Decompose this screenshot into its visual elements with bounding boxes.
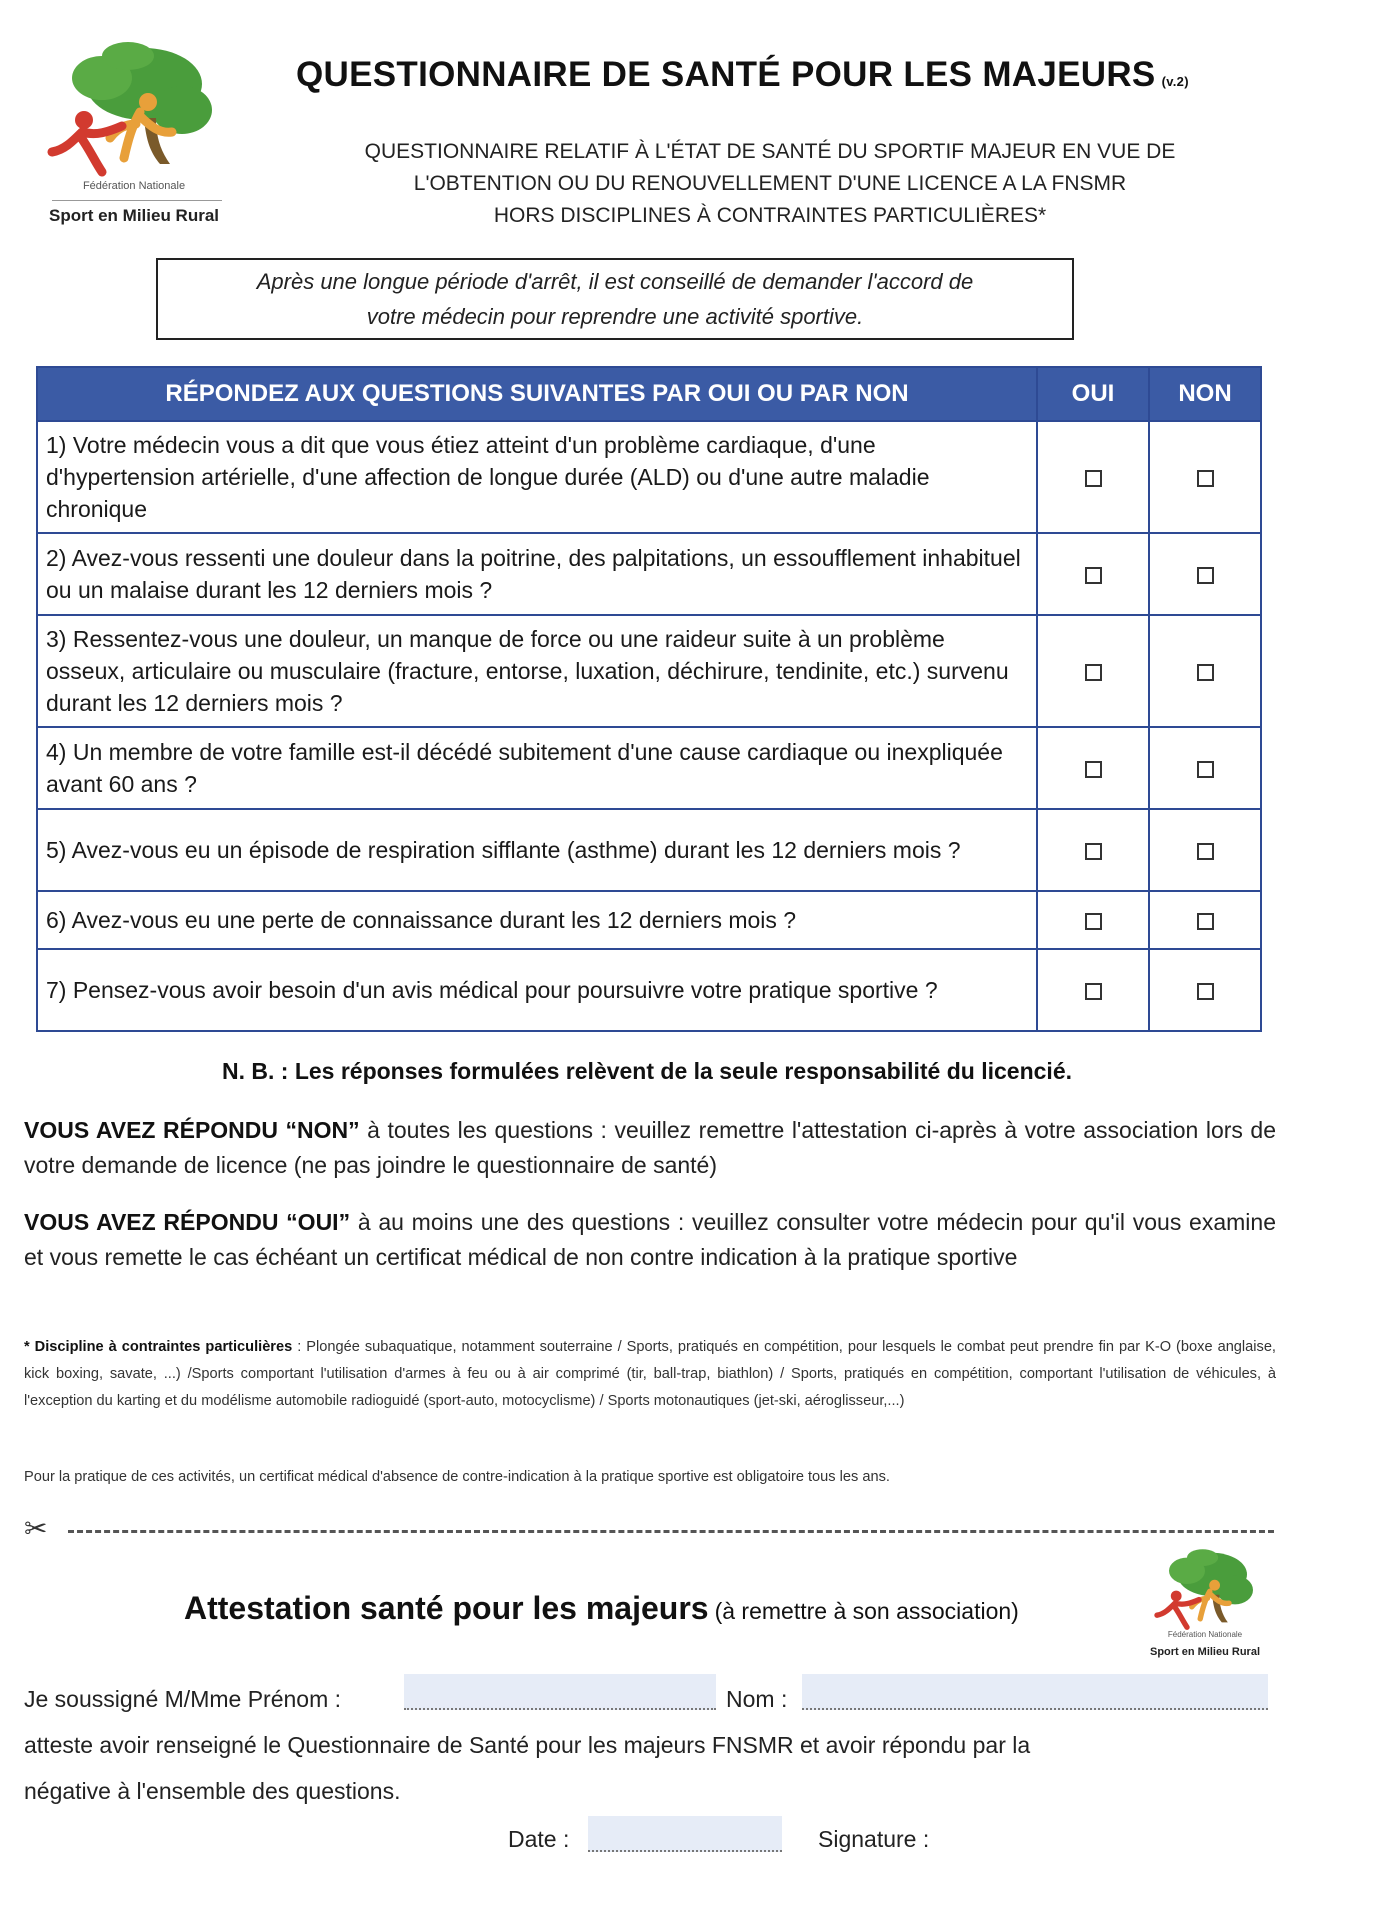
table-row	[37, 809, 1261, 891]
question-7-yes-checkbox[interactable]	[1085, 983, 1102, 1000]
fnsmr-logo	[24, 40, 244, 230]
question-2-yes-checkbox[interactable]	[1085, 567, 1102, 584]
page-title-text: QUESTIONNAIRE DE SANTÉ POUR LES MAJEURS	[296, 55, 1156, 94]
no-cell	[1149, 615, 1261, 727]
no-cell	[1149, 421, 1261, 533]
answer-non-lead: VOUS AVEZ RÉPONDU “NON”	[24, 1117, 360, 1143]
table-row	[37, 949, 1261, 1031]
question-text: 5) Avez-vous eu un épisode de respiration sifflante (asthme) durant les 12 derniers mois ?	[37, 809, 1037, 891]
question-3-yes-checkbox[interactable]	[1085, 664, 1102, 681]
question-6-yes-checkbox[interactable]	[1085, 913, 1102, 930]
attestation-body-line: négative à l'ensemble des questions.	[24, 1778, 401, 1804]
cut-line	[24, 1513, 1274, 1544]
page-title	[296, 55, 1256, 95]
table-header-row	[37, 367, 1261, 421]
certificate-footnote: Pour la pratique de ces activités, un certificat médical d'absence de contre-indication à la pratique sportive est obligatoire tous les ans.	[24, 1469, 890, 1485]
no-cell	[1149, 809, 1261, 891]
question-text: 6) Avez-vous eu une perte de connaissance durant les 12 derniers mois ?	[37, 891, 1037, 949]
table-row	[37, 727, 1261, 809]
questions-table	[36, 366, 1262, 1032]
scissors-icon: ✂	[24, 1513, 48, 1544]
subtitle-line: QUESTIONNAIRE RELATIF À L'ÉTAT DE SANTÉ DU SPORTIF MAJEUR EN VUE DE	[364, 140, 1176, 163]
nb-note: N. B. : Les réponses formulées relèvent de la seule responsabilité du licencié.	[221, 1058, 1073, 1084]
yes-cell	[1037, 891, 1149, 949]
dashed-divider	[68, 1530, 1274, 1533]
advice-box	[156, 258, 1074, 340]
logo-organization-name: Sport en Milieu Rural	[48, 206, 220, 225]
footnote-lead: * Discipline à contraintes particulières	[24, 1339, 293, 1355]
no-cell	[1149, 533, 1261, 615]
question-3-no-checkbox[interactable]	[1197, 664, 1214, 681]
table-row	[37, 533, 1261, 615]
yes-cell	[1037, 421, 1149, 533]
table-row	[37, 421, 1261, 533]
version-label: (v.2)	[1161, 74, 1189, 89]
logo-divider	[52, 200, 222, 201]
yes-cell	[1037, 809, 1149, 891]
question-1-no-checkbox[interactable]	[1197, 470, 1214, 487]
advice-line: votre médecin pour reprendre une activité sportive.	[366, 304, 864, 329]
table-row	[37, 615, 1261, 727]
no-cell	[1149, 949, 1261, 1031]
page-subtitle	[270, 136, 1270, 232]
question-4-yes-checkbox[interactable]	[1085, 761, 1102, 778]
question-4-no-checkbox[interactable]	[1197, 761, 1214, 778]
table-row	[37, 891, 1261, 949]
soussigne-label: Je soussigné M/Mme Prénom :	[24, 1686, 342, 1712]
yes-cell	[1037, 615, 1149, 727]
attestation-body-line: atteste avoir renseigné le Questionnaire de Santé pour les majeurs FNSMR et avoir répondu par la	[24, 1732, 1031, 1758]
question-6-no-checkbox[interactable]	[1197, 913, 1214, 930]
answer-non-text: à toutes les questions : veuillez remettre l'attestation ci-après à votre association lors de votre demande de licence (ne pas joindre le questionnaire de santé)	[24, 1117, 1276, 1178]
attestation-title-text: Attestation santé pour les majeurs	[184, 1590, 709, 1626]
signature-label: Signature :	[818, 1826, 930, 1852]
question-1-yes-checkbox[interactable]	[1085, 470, 1102, 487]
prenom-field[interactable]	[404, 1674, 716, 1710]
question-text: 3) Ressentez-vous une douleur, un manque de force ou une raideur suite à un problème osseux, articulaire ou musculaire (fracture, entorse, luxation, déchirure, tendinite, etc.) survenu durant les 12 derniers mois ?	[37, 615, 1037, 727]
logo-organization-name: Sport en Milieu Rural	[1149, 1646, 1260, 1658]
footnote-text: : Plongée subaquatique, notamment souterraine / Sports, pratiqués en compétition, pour lesquels le combat peut prendre fin par K-O (boxe anglaise, kick boxing, savate, ...) /Sports comportant l'utilisation d'armes à feu ou à air comprimé (tir, ball-trap, biathlon) / Sports, pratiqués en compétition, comportant l'utilisation de véhicules, à l'exception du karting et du modélisme automobile radioguidé (sport-auto, motocyclisme) / Sports motonautiques (jet-ski, aéroglisseur,...)	[24, 1339, 1276, 1409]
yes-cell	[1037, 533, 1149, 615]
nom-field[interactable]	[802, 1674, 1268, 1710]
question-5-no-checkbox[interactable]	[1197, 843, 1214, 860]
discipline-footnote	[24, 1334, 1276, 1415]
subtitle-line: L'OBTENTION OU DU RENOUVELLEMENT D'UNE LICENCE A LA FNSMR	[413, 172, 1127, 195]
question-text: 2) Avez-vous ressenti une douleur dans la poitrine, des palpitations, un essoufflement inhabituel ou un malaise durant les 12 derniers mois ?	[37, 533, 1037, 615]
question-text: 4) Un membre de votre famille est-il décédé subitement d'une cause cardiaque ou inexpliquée avant 60 ans ?	[37, 727, 1037, 809]
logo-federation-text: Fédération Nationale	[82, 180, 186, 192]
column-header-no: NON	[1149, 367, 1261, 421]
answer-non-paragraph	[24, 1113, 1276, 1183]
answer-oui-lead: VOUS AVEZ RÉPONDU “OUI”	[24, 1209, 351, 1235]
attestation-title-note: (à remettre à son association)	[714, 1598, 1019, 1624]
answer-oui-paragraph	[24, 1205, 1276, 1275]
no-cell	[1149, 891, 1261, 949]
question-text: 1) Votre médecin vous a dit que vous étiez atteint d'un problème cardiaque, d'une d'hypertension artérielle, d'une affection de longue durée (ALD) ou d'une autre maladie chronique	[37, 421, 1037, 533]
question-text: 7) Pensez-vous avoir besoin d'un avis médical pour poursuivre votre pratique sportive ?	[37, 949, 1037, 1031]
yes-cell	[1037, 949, 1149, 1031]
nom-label: Nom :	[726, 1686, 788, 1712]
answer-oui-text: à au moins une des questions : veuillez consulter votre médecin pour qu'il vous examine et vous remette le cas échéant un certificat médical de non contre indication à la pratique sportive	[24, 1209, 1276, 1270]
fnsmr-logo-small	[1130, 1548, 1280, 1668]
question-7-no-checkbox[interactable]	[1197, 983, 1214, 1000]
question-5-yes-checkbox[interactable]	[1085, 843, 1102, 860]
subtitle-line: HORS DISCIPLINES À CONTRAINTES PARTICULIÈRES*	[493, 204, 1047, 227]
tree-runner-logo-icon	[1130, 1548, 1280, 1632]
tree-runner-logo-icon	[32, 40, 232, 180]
logo-federation-text: Fédération Nationale	[1167, 1630, 1243, 1639]
date-label: Date :	[508, 1826, 570, 1852]
question-2-no-checkbox[interactable]	[1197, 567, 1214, 584]
attestation-title	[184, 1590, 1019, 1627]
yes-cell	[1037, 727, 1149, 809]
column-header-yes: OUI	[1037, 367, 1149, 421]
date-field[interactable]	[588, 1816, 782, 1852]
column-header-question: RÉPONDEZ AUX QUESTIONS SUIVANTES PAR OUI OU PAR NON	[37, 367, 1037, 421]
no-cell	[1149, 727, 1261, 809]
advice-line: Après une longue période d'arrêt, il est conseillé de demander l'accord de	[256, 269, 974, 294]
